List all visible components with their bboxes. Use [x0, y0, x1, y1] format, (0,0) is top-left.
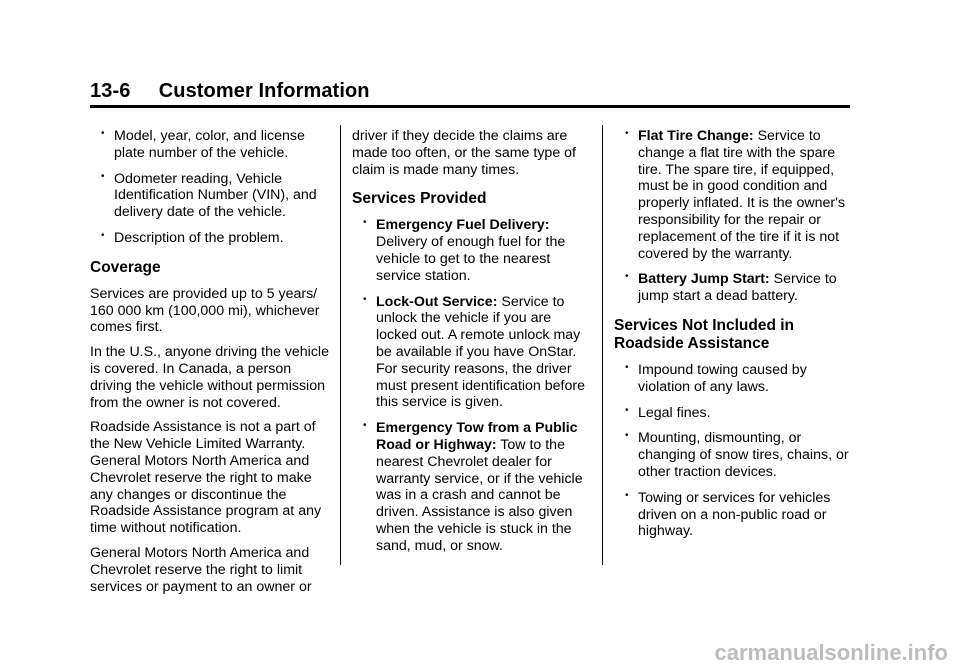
- list-item-text: Mounting, dismounting, or changing of snow tires, chains, or other traction devices.: [638, 430, 849, 480]
- list-item-text: Legal fines.: [638, 404, 711, 421]
- list-item-term: Lock-Out Service:: [376, 293, 498, 310]
- column-divider-2: [602, 125, 603, 565]
- paragraph: General Motors North America and Chevrolet reserve the right to limit services or payment to an owner or: [90, 544, 312, 595]
- paragraph: Services are provided up to 5 years/ 160 000 km (100,000 mi), whichever comes first.: [90, 285, 320, 336]
- list-item-text: Service to jump start a dead battery.: [638, 271, 837, 305]
- paragraph: Roadside Assistance is not a part of the New Vehicle Limited Warranty. General Motors North America and Chevrolet reserve the right to make any changes or discontinue the Roadside Assistance program at any time without notification.: [90, 419, 322, 537]
- bullet-icon: •: [625, 361, 629, 373]
- page-title: 13-6 Customer Information: [90, 80, 370, 102]
- bullet-icon: •: [363, 217, 367, 229]
- list-item-term: Flat Tire Change:: [638, 128, 754, 144]
- list-item-text: Tow to the nearest Chevrolet dealer for warranty service, or if the vehicle was in a crash and cannot be driven. Assistance is also given when the vehicle is stuck in the sand, mud, or snow.: [376, 436, 583, 554]
- bullet-icon: •: [363, 293, 367, 305]
- bullet-icon: •: [625, 404, 629, 416]
- section-heading-services-provided: Services Provided: [352, 190, 487, 208]
- column-3: [614, 128, 850, 549]
- column-2: [352, 128, 592, 564]
- list-item: [352, 420, 592, 554]
- list-item-text: Service to change a flat tire with the spare tire. The spare tire, if equipped, must be in good condition and properly inflated. It is the owner's responsibility for the repair or replacement of the tire if it is not covered by the warranty.: [638, 128, 845, 262]
- list-item: [614, 490, 850, 540]
- list-item-term: Emergency Fuel Delivery:: [376, 217, 550, 234]
- list-item: [90, 230, 330, 247]
- list-item: [90, 128, 330, 162]
- bullet-icon: •: [625, 128, 629, 139]
- list-item-term: Battery Jump Start:: [638, 271, 770, 288]
- list-item-text: Towing or services for vehicles driven on a non-public road or highway.: [638, 489, 831, 540]
- bullet-icon: •: [101, 170, 105, 182]
- paragraph: driver if they decide the claims are made too often, or the same type of claim is made many times.: [352, 128, 576, 178]
- section-heading-coverage: Coverage: [90, 258, 161, 276]
- list-item: [352, 217, 592, 284]
- list-item: [352, 294, 592, 412]
- column-1: [90, 128, 330, 603]
- bullet-icon: •: [625, 430, 629, 442]
- list-item-text: Odometer reading, Vehicle Identification Number (VIN), and delivery date of the vehicle.: [114, 170, 317, 221]
- list-item: [614, 362, 850, 396]
- list-item: [614, 271, 850, 305]
- paragraph: In the U.S., anyone driving the vehicle is covered. In Canada, a person driving the vehicle without permission from the owner is not covered.: [90, 344, 329, 411]
- section-heading-services-not-included: Services Not Included in Roadside Assistance: [614, 316, 795, 352]
- list-item: [614, 430, 850, 480]
- list-item-text: Impound towing caused by violation of any laws.: [638, 361, 807, 395]
- list-item-text: Description of the problem.: [114, 229, 284, 246]
- list-item-term: Emergency Tow from a Public Road or Highway:: [376, 420, 578, 453]
- list-item-text: Delivery of enough fuel for the vehicle to get to the nearest service station.: [376, 234, 566, 284]
- bullet-icon: •: [101, 229, 105, 241]
- column-divider-1: [340, 125, 341, 565]
- list-item: [614, 405, 850, 422]
- header-rule: [90, 105, 850, 108]
- list-item-text: Model, year, color, and license plate number of the vehicle.: [114, 128, 305, 161]
- bullet-icon: •: [101, 128, 105, 139]
- bullet-icon: •: [625, 271, 629, 283]
- bullet-icon: •: [363, 420, 367, 432]
- watermark: carmanualsonline.info: [714, 640, 948, 665]
- list-item: [90, 171, 330, 221]
- bullet-icon: •: [625, 489, 629, 501]
- list-item: [614, 128, 850, 262]
- list-item-text: Service to unlock the vehicle if you are locked out. A remote unlock may be available if you have OnStar. For security reasons, the driver must present identification before this service is given.: [376, 293, 585, 411]
